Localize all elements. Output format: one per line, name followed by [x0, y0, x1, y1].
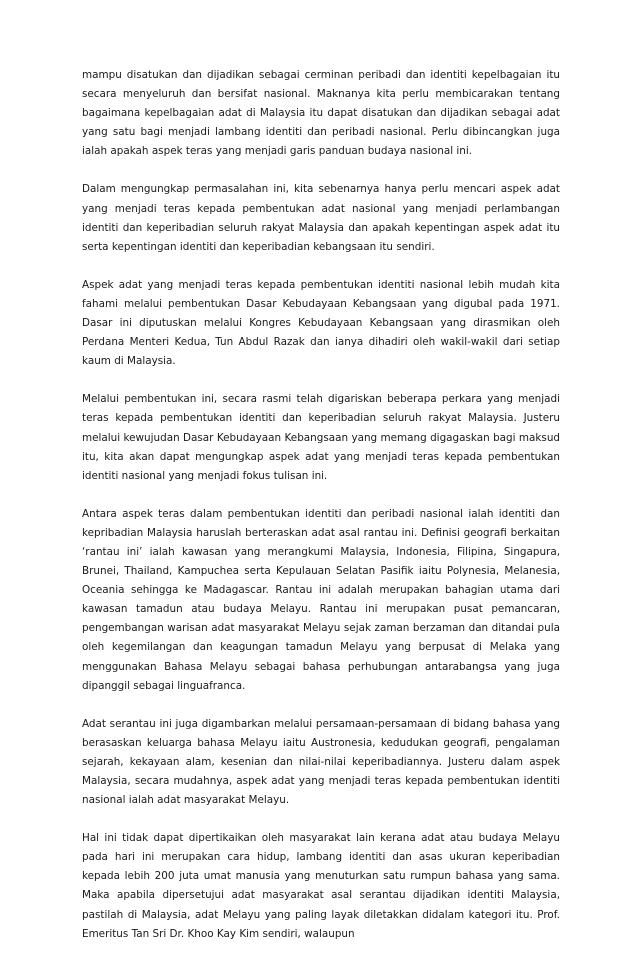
paragraph-6: Adat serantau ini juga digambarkan melalui persamaan-persamaan di bidang bahasa yang berasaskan keluarga bahasa Melayu iaitu Austronesia, kedudukan geografi, pengalaman sejarah, kekayaan alam, kesenian dan nilai-nilai keperibadiannya. Justeru dalam aspek Malaysia, secara mudahnya, aspek adat yang menjadi teras kepada pembentukan identiti nasional ialah adat masyarakat Melayu. — [82, 717, 560, 807]
paragraph-1: mampu disatukan dan dijadikan sebagai cerminan peribadi dan identiti kepelbagaian itu secara menyeluruh dan bersifat nasional. Maknanya kita perlu membicarakan tentang bagaimana kepelbagaian adat di Malaysia itu dapat disatukan dan dijadikan sebagai adat yang satu bagi menjadi lambang identiti dan peribadi nasional. Perlu dibincangkan juga ialah apakah aspek teras yang menjadi garis panduan budaya nasional ini. — [82, 69, 560, 158]
paragraph-4: Melalui pembentukan ini, secara rasmi telah digariskan beberapa perkara yang menjadi teras kepada pembentukan identiti dan keperibadian seluruh rakyat Malaysia. Justeru melalui kewujudan Dasar Kebudayaan Kebangsaan yang memang digagaskan bagi maksud itu, kita akan dapat mengungkap aspek adat yang menjadi teras kepada pembentukan identiti nasional yang menjadi fokus tulisan ini. — [82, 393, 560, 482]
paragraph-7: Hal ini tidak dapat dipertikaikan oleh masyarakat lain kerana adat atau budaya Melayu pada hari ini merupakan cara hidup, lambang identiti dan asas ukuran keperibadian kepada lebih 200 juta umat manusia yang menuturkan satu rumpun bahasa yang sama. Maka apabila dipersetujui adat masyarakat asal serantau dijadikan identiti Malaysia, pastilah di Malaysia, adat Melayu yang paling layak diletakkan didalam kategori itu. Prof. Emeritus Tan Sri Dr. Khoo Kay Kim sendiri, walaupun — [82, 832, 560, 940]
document-page — [82, 66, 560, 963]
paragraph-2: Dalam mengungkap permasalahan ini, kita sebenarnya hanya perlu mencari aspek adat yang menjadi teras kepada pembentukan adat nasional yang menjadi perlambangan identiti dan keperibadian seluruh rakyat Malaysia dan apakah kepentingan aspek adat itu serta kepentingan identiti dan keperibadian kebangsaan itu sendiri. — [82, 183, 560, 253]
paragraph-3: Aspek adat yang menjadi teras kepada pembentukan identiti nasional lebih mudah kita fahami melalui pembentukan Dasar Kebudayaan Kebangsaan yang digubal pada 1971. Dasar ini diputuskan melalui Kongres Kebudayaan Kebangsaan yang dirasmikan oleh Perdana Menteri Kedua, Tun Abdul Razak dan ianya dihadiri oleh wakil-wakil dari setiap kaum di Malaysia. — [82, 278, 560, 368]
paragraph-5: Antara aspek teras dalam pembentukan identiti dan peribadi nasional ialah identiti dan kepribadian Malaysia haruslah berteraskan adat asal rantau ini. Definisi geografi berkaitan ‘rantau ini’ ialah kawasan yang merangkumi Malaysia, Indonesia, Filipina, Singapura, Brunei, Thailand, Kampuchea serta Kepulauan Selatan Pasifik iaitu Polynesia, Melanesia, Oceania sehingga ke Madagascar. Rantau ini adalah merupakan bahagian utama dari kawasan tamadun atau budaya Melayu. Rantau ini merupakan pusat pemancaran, pengembangan warisan adat masyarakat Melayu sejak zaman berzaman dan ditandai pula oleh kegemilangan dan keagungan tamadun Melayu yang berpusat di Melaka yang menggunakan Bahasa Melayu sebagai bahasa perhubungan antarabangsa yang juga dipanggil sebagai linguafranca. — [82, 507, 560, 692]
